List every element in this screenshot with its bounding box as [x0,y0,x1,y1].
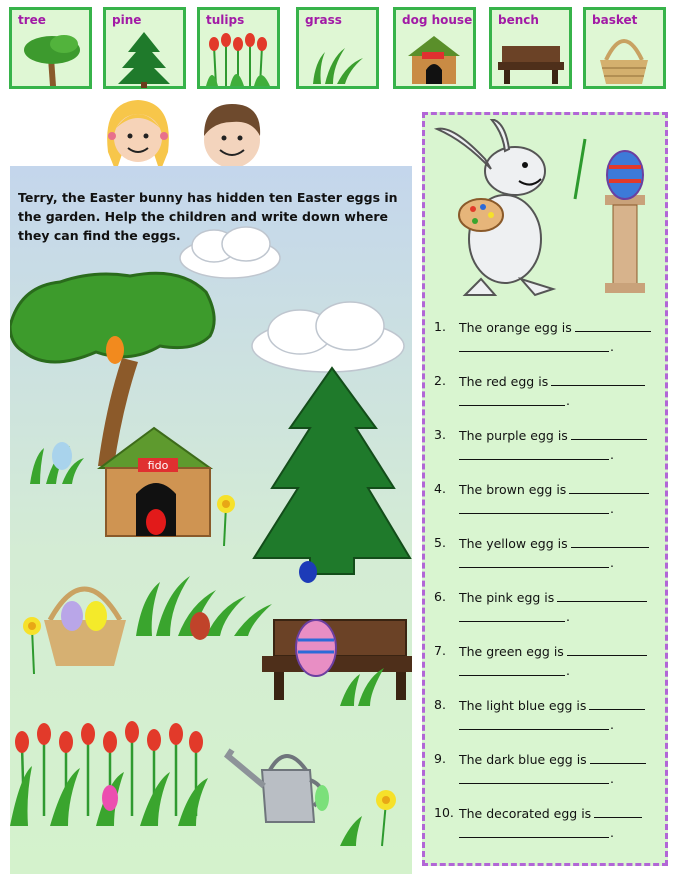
bench-icon [262,620,412,700]
decorated-egg [296,620,336,676]
tree-icon [10,273,214,466]
vocab-label: tree [18,13,46,27]
question-text: The purple egg is [459,428,568,443]
brown-egg [190,612,210,640]
question-text: The red egg is [459,374,549,389]
answer-blank-continued[interactable] [459,773,609,784]
vocab-card-dog-house [393,7,476,89]
answer-blank[interactable] [551,373,645,386]
answer-blank-continued[interactable] [459,719,609,730]
question-item: 2. The red egg is . [434,373,664,427]
grass-icon [340,668,384,706]
question-item: 1. The orange egg is . [434,319,664,373]
grass-icon [299,28,376,88]
easter-bunny-painter-illustration [425,119,665,303]
vocab-label: grass [305,13,342,27]
answer-blank-continued[interactable] [459,611,565,622]
question-text: The decorated egg is [459,806,592,821]
cloud-icon [252,302,404,372]
pink-egg [102,785,118,811]
question-item: 7. The green egg is . [434,643,664,697]
question-number: 8. [434,697,446,712]
pine-tree-icon [106,28,183,88]
question-number: 2. [434,373,446,388]
question-item: 6. The pink egg is . [434,589,664,643]
question-item: 9. The dark blue egg is . [434,751,664,805]
painted-egg-icon [607,151,643,199]
question-text: The dark blue egg is [459,752,587,767]
dark-blue-egg [299,561,317,583]
question-item: 8. The light blue egg is . [434,697,664,751]
children-faces [100,92,270,176]
watering-can-icon [228,750,321,822]
question-text: The yellow egg is [459,536,568,551]
grass-icon [340,816,362,846]
answer-blank-continued[interactable] [459,665,565,676]
question-number: 5. [434,535,446,550]
answer-blank-continued[interactable] [459,395,565,406]
answer-blank-continued[interactable] [459,503,609,514]
purple-egg [61,601,83,631]
dog-house-sign-text: fido [147,459,169,472]
tulips-icon [200,28,277,88]
answer-blank-continued[interactable] [459,557,609,568]
answer-blank[interactable] [569,481,649,494]
vocab-card-basket [583,7,666,89]
question-text: The light blue egg is [459,698,587,713]
paintbrush-icon [575,139,585,199]
question-number: 10. [434,805,454,820]
light-blue-egg [52,442,72,470]
questions-list [434,319,664,859]
cloud-icon [180,227,280,278]
question-number: 9. [434,751,446,766]
daffodil-icon [23,617,41,674]
boy-face [204,104,260,168]
vocab-label: dog house [402,13,473,27]
daffodil-icon [376,790,396,846]
orange-egg [106,336,124,364]
paint-palette-icon [459,199,503,231]
answer-blank[interactable] [557,589,647,602]
vocab-card-tulips [197,7,280,89]
vocab-label: basket [592,13,638,27]
basket-icon [586,28,663,88]
question-number: 4. [434,481,446,496]
question-number: 1. [434,319,446,334]
pedestal-icon [605,195,645,293]
vocab-card-grass [296,7,379,89]
vocab-label: pine [112,13,142,27]
question-item: 4. The brown egg is . [434,481,664,535]
question-number: 6. [434,589,446,604]
answer-blank-continued[interactable] [459,341,609,352]
answer-blank-continued[interactable] [459,449,609,460]
garden-illustration [10,166,412,874]
question-text: The orange egg is [459,320,572,335]
answer-blank[interactable] [589,697,645,710]
vocab-card-bench [489,7,572,89]
answer-blank-continued[interactable] [459,827,609,838]
pine-tree-icon [254,368,410,574]
garden-scene-panel [10,166,412,874]
daffodil-icon [217,495,235,546]
answer-blank[interactable] [571,535,649,548]
vocab-card-pine [103,7,186,89]
answer-blank[interactable] [567,643,647,656]
green-egg [315,785,329,811]
vocab-label: bench [498,13,539,27]
question-text: The brown egg is [459,482,567,497]
question-item: 5. The yellow egg is . [434,535,664,589]
story-instructions: Terry, the Easter bunny has hidden ten Easter eggs in the garden. Help the children and write down where they can find the eggs. [18,190,398,243]
yellow-egg [85,601,107,631]
answer-blank[interactable] [575,319,651,332]
questions-panel [422,112,668,866]
tree-icon [12,28,89,88]
girl-face [107,100,169,172]
question-number: 7. [434,643,446,658]
red-egg [146,509,166,535]
question-text: The green egg is [459,644,564,659]
basket-icon [44,589,126,666]
question-text: The pink egg is [459,590,555,605]
dog-house-icon [396,28,473,88]
vocab-card-tree [9,7,92,89]
answer-blank[interactable] [590,751,646,764]
answer-blank[interactable] [594,805,642,818]
answer-blank[interactable] [571,427,647,440]
bench-icon [492,28,569,88]
question-item: 3. The purple egg is . [434,427,664,481]
question-number: 3. [434,427,446,442]
question-item: 10. The decorated egg is . [434,805,664,859]
vocab-label: tulips [206,13,245,27]
